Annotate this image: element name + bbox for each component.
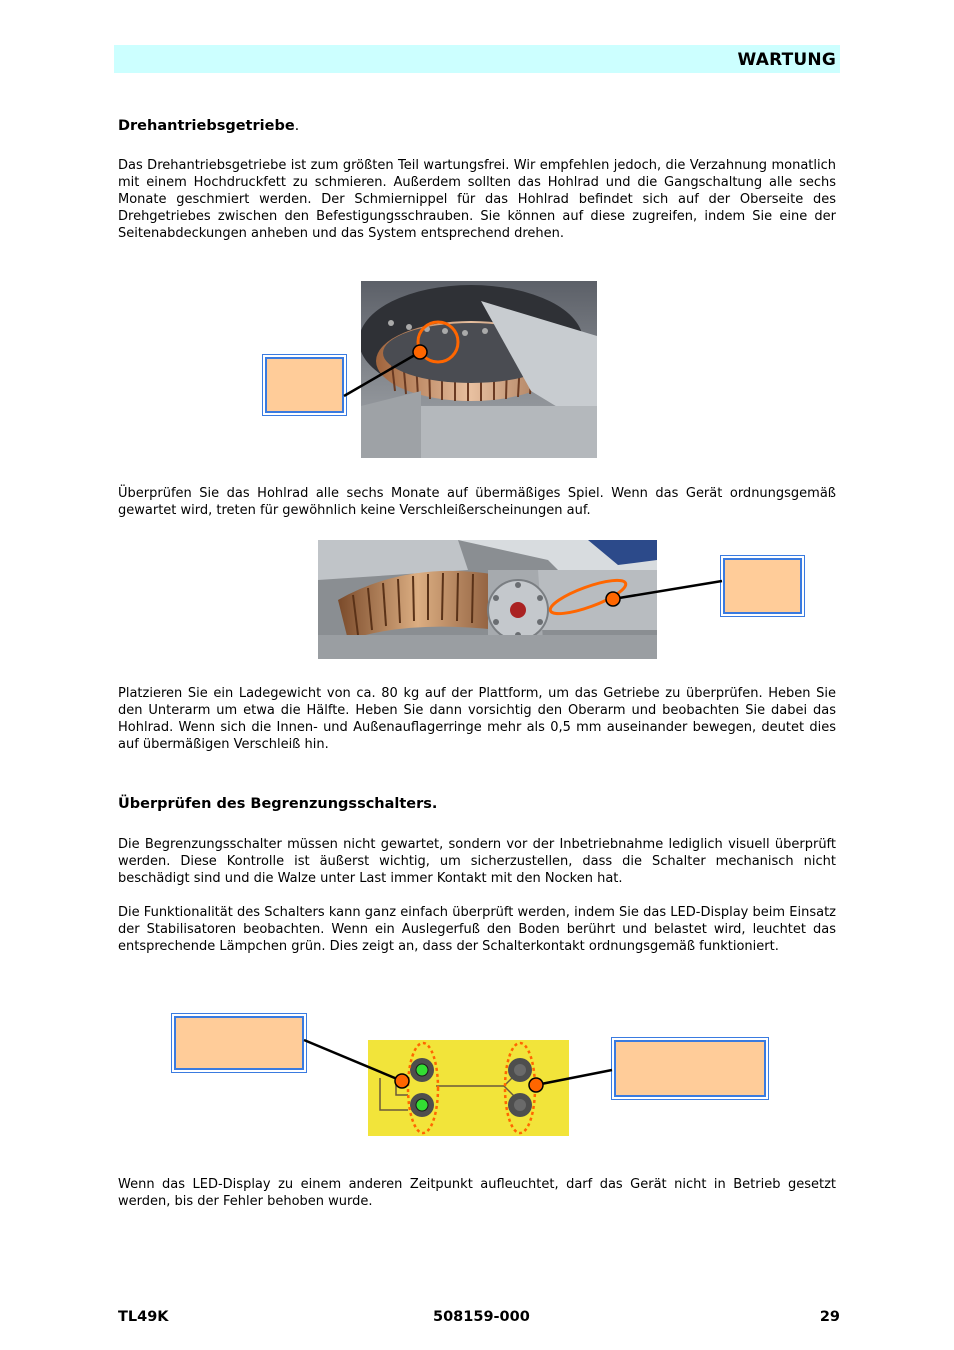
heading-drehantriebsgetriebe xyxy=(118,118,299,134)
paragraph-maintenance-intro: Das Drehantriebsgetriebe ist zum größten Teil wartungsfrei. Wir empfehlen jedoch, die Verzahnung monatlich mit einem Hochdruckfett zu schmieren. Außerdem sollten das Hohlrad und die Gangschaltung alle sechs Monate geschmiert werden. Der Schmiernippel für das Hohlrad befindet sich auf der Oberseite des Drehgetriebes zwischen den Befestigungsschrauben. Sie können auf diese zugreifen, indem Sie eine der Seitenabdeckungen anheben und das System entsprechend drehen. xyxy=(118,158,836,241)
paragraph-load-test: Platzieren Sie ein Ladegewicht von ca. 80 kg auf der Plattform, um das Getriebe zu überprüfen. Heben Sie den Unterarm um etwa die Hälfte. Heben Sie dann vorsichtig den Oberarm und beobachten Sie dabei das Hohlrad. Wenn sich die Innen- und Außenauflagerringe mehr als 0,5 mm auseinander bewegen, deutet dies auf übermäßigen Verschleiß hin. xyxy=(118,686,836,752)
footer-part-number: 508159-000 xyxy=(433,1309,530,1325)
callout-box-mounting-screws xyxy=(723,558,802,614)
photo-led-display-panel xyxy=(368,1040,569,1136)
paragraph-limit-switch-function: Die Funktionalität des Schalters kann ganz einfach überprüft werden, indem Sie das LED-Display beim Einsatz der Stabilisatoren beobachten. Wenn ein Auslegerfuß den Boden berührt und belastet wird, leuchtet das entsprechende Lämpchen grün. Dies zeigt an, dass der Schalterkontakt ordnungsgemäß funktioniert. xyxy=(118,905,836,954)
footer-model: TL49K xyxy=(118,1309,169,1325)
heading-text: Drehantriebsgetriebe xyxy=(118,118,295,134)
header-band xyxy=(114,45,840,73)
callout-box-led-right xyxy=(614,1040,766,1097)
footer-page-number: 29 xyxy=(819,1309,840,1325)
callout-box-grease-nipple xyxy=(265,357,344,413)
heading-period: . xyxy=(294,118,300,134)
section-title: WARTUNG xyxy=(737,50,836,70)
callout-box-led-left xyxy=(174,1016,304,1070)
photo-ring-gear-grease-nipple xyxy=(361,281,597,458)
paragraph-limit-switch-visual: Die Begrenzungsschalter müssen nicht gewartet, sondern vor der Inbetriebnahme lediglich visuell überprüft werden. Diese Kontrolle ist äußerst wichtig, um sicherzustellen, dass die Schalter mechanisch nicht beschädigt sind und die Walze unter Last immer Kontakt mit den Nocken hat. xyxy=(118,837,836,886)
paragraph-led-fault-warning: Wenn das LED-Display zu einem anderen Zeitpunkt aufleuchtet, darf das Gerät nicht in Betrieb gesetzt werden, bis der Fehler behoben wurde. xyxy=(118,1177,836,1209)
heading-limit-switch-check: Überprüfen des Begrenzungsschalters. xyxy=(118,796,438,812)
paragraph-ring-gear-check: Überprüfen Sie das Hohlrad alle sechs Monate auf übermäßiges Spiel. Wenn das Gerät ordnungsgemäß gewartet wird, treten für gewöhnlich keine Verschleißerscheinungen auf. xyxy=(118,486,836,518)
photo-gear-side-view xyxy=(318,540,657,659)
